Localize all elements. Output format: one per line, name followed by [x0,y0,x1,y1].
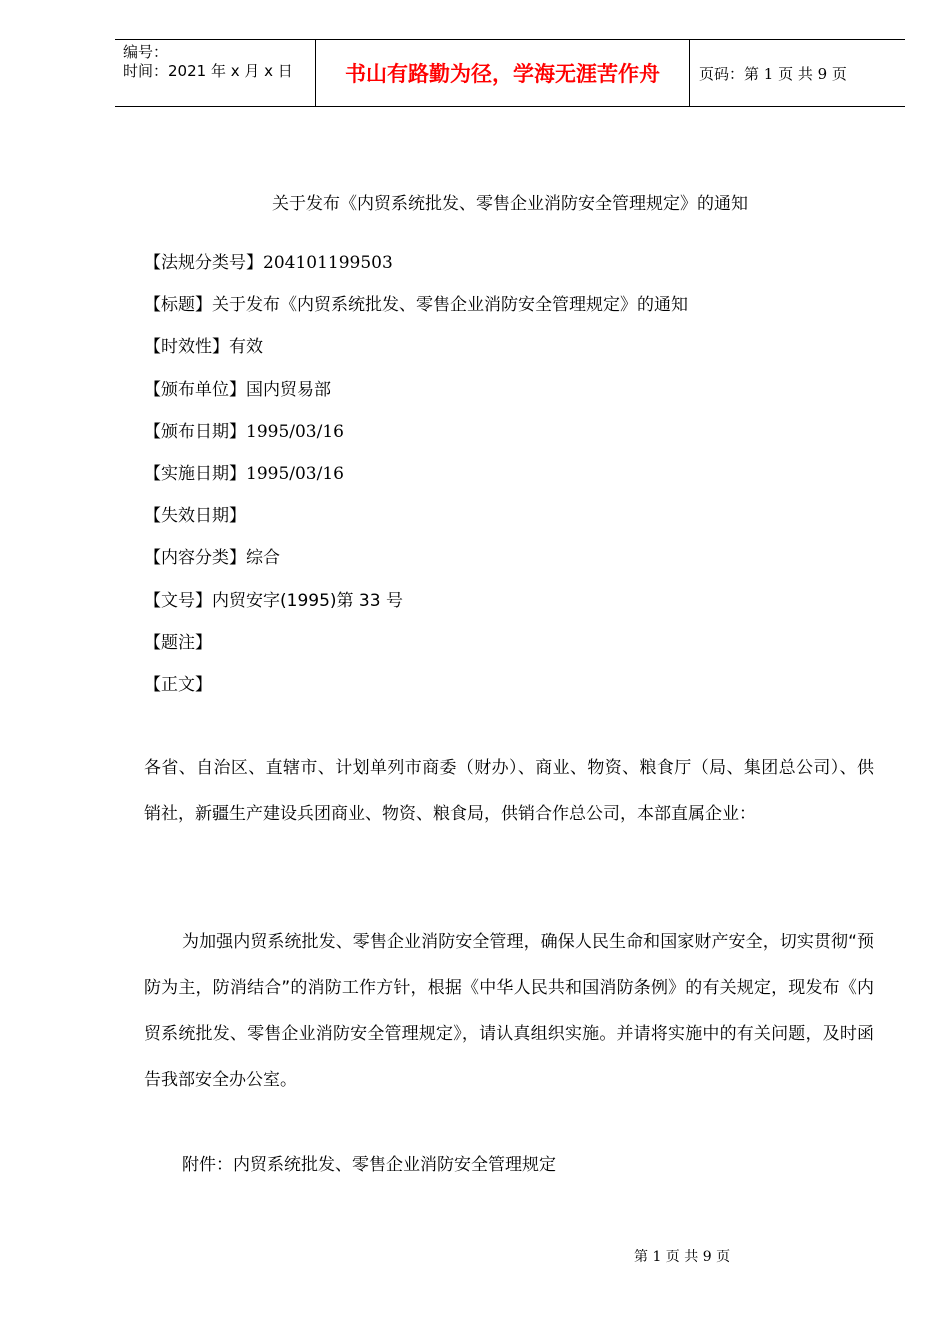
metadata-value: 国内贸易部 [246,379,331,400]
main-paragraph: 为加强内贸系统批发、零售企业消防安全管理，确保人民生命和国家财产安全，切实贯彻“预防为主，防消结合”的消防工作方针，根据《中华人民共和国消防条例》的有关规定，现发布《内贸系统批发、零售企业消防安全管理规定》，请认真组织实施。并请将实施中的有关问题，及时函告我部安全办公室。 [144,932,874,1090]
metadata-value: 综合 [246,548,280,569]
metadata-label: 【实施日期】 [144,463,246,484]
metadata-value: 有效 [229,337,263,358]
document-title: 关于发布《内贸系统批发、零售企业消防安全管理规定》的通知 [272,194,748,214]
page-footer: 第 1 页 共 9 页 [634,1249,731,1265]
metadata-label: 【题注】 [144,632,212,653]
metadata-label: 【颁布单位】 [144,379,246,400]
metadata-row-note [144,630,688,672]
metadata-row-effective-date [144,461,688,503]
header-page-info: 页码：第 1 页 共 9 页 [699,64,847,83]
metadata-row-classification [144,250,688,292]
metadata-value: 1995/03/16 [246,463,344,484]
metadata-value: 关于发布《内贸系统批发、零售企业消防安全管理规定》的通知 [212,295,688,316]
header-info-cell [115,40,316,106]
addressee-paragraph: 各省、自治区、直辖市、计划单列市商委（财办）、商业、物资、粮食厅（局、集团总公司）、供销社，新疆生产建设兵团商业、物资、粮食局，供销合作总公司，本部直属企业： [144,758,874,824]
metadata-row-doc-number [144,588,688,630]
metadata-label: 【内容分类】 [144,548,246,569]
metadata-row-category [144,545,688,587]
metadata-label: 【法规分类号】 [144,253,263,273]
page-header [115,39,905,107]
metadata-label: 【文号】 [144,590,212,611]
metadata-row-title [144,292,688,334]
metadata-row-expiry-date [144,503,688,545]
header-slogan: 书山有路勤为径，学海无涯苦作舟 [316,40,690,106]
metadata-row-issue-date [144,419,688,461]
document-number-label: 编号： [123,43,169,61]
document-date-label: 时间：2021 年 x 月 x 日 [123,62,293,80]
metadata-row-body [144,672,688,714]
metadata-value: 1995/03/16 [246,421,344,442]
metadata-value: 内贸安字(1995)第 33 号 [212,590,403,611]
metadata-row-issuer [144,377,688,419]
metadata-label: 【正文】 [144,674,212,695]
metadata-label: 【标题】 [144,295,212,316]
metadata-value: 204101199503 [263,253,393,273]
metadata-list [144,250,688,714]
metadata-label: 【颁布日期】 [144,421,246,442]
metadata-label: 【时效性】 [144,337,229,358]
metadata-label: 【失效日期】 [144,506,246,527]
metadata-row-validity [144,334,688,376]
attachment-line: 附件：内贸系统批发、零售企业消防安全管理规定 [182,1155,556,1175]
